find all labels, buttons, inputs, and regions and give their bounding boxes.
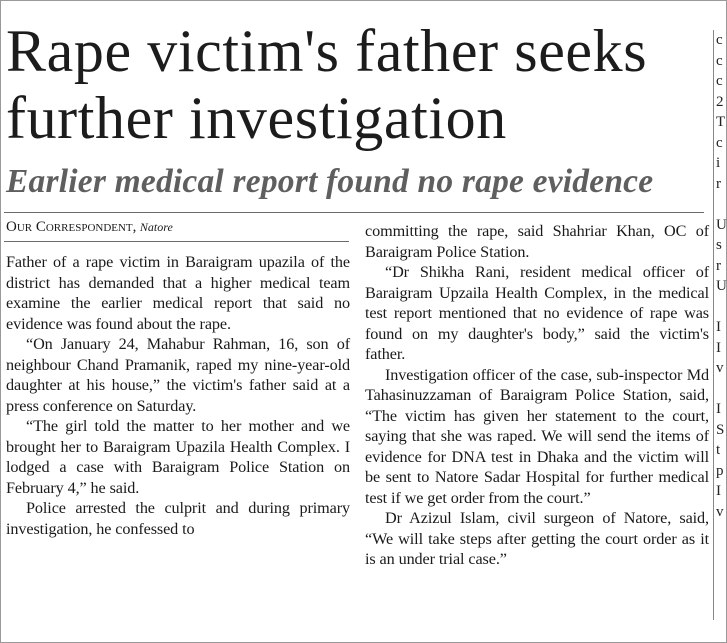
byline-place: Natore <box>139 220 173 234</box>
paragraph: Police arrested the culprit and during primary investigation, he confessed to <box>6 499 350 538</box>
column-divider <box>713 30 714 620</box>
edge-letter: U <box>716 278 727 294</box>
deck-subheadline: Earlier medical report found no rape evidence <box>6 163 654 200</box>
edge-letter: I <box>716 339 721 356</box>
edge-letter: T <box>716 114 726 130</box>
edge-letter: 2 <box>716 93 724 110</box>
deck-rule <box>4 212 704 213</box>
edge-letter <box>716 297 727 318</box>
edge-letter: s <box>716 237 722 253</box>
edge-letter: I <box>716 483 721 499</box>
paragraph: “The girl told the matter to her mother and we brought her to Baraigram Upazila Health Complex. I lodged a case with Baraigram Police Station on February 4,” he said. <box>6 417 350 497</box>
edge-letter: I <box>716 319 721 335</box>
paragraph: “Dr Shikha Rani, resident medical officer of Baraigram Upzaila Health Complex, in the medical test report mentioned that no evidence of rape was found on my daughter's body,” said the victim's father. <box>365 263 709 363</box>
paragraph: “On January 24, Mahabur Rahman, 16, son of neighbour Chand Pramanik, raped my nine-year-old daughter at his house,” the victim's father said at a press conference on Saturday. <box>6 335 350 415</box>
byline-rule <box>4 241 349 242</box>
paragraph: committing the rape, said Shahriar Khan, OC of Baraigram Police Station. <box>365 222 709 261</box>
edge-letter: t <box>716 442 721 458</box>
edge-letter: v <box>716 360 724 376</box>
edge-letter: U <box>716 216 727 233</box>
edge-letter: i <box>716 155 721 171</box>
edge-letter: c <box>716 52 723 69</box>
edge-letter: c <box>716 134 723 151</box>
edge-letter: c <box>716 32 723 48</box>
body-column-1 <box>6 252 350 539</box>
paragraph: Father of a rape victim in Baraigram upazila of the district has demanded that a higher medical team examine the earlier medical report that said no evidence was found about the rape. <box>6 253 350 333</box>
byline <box>6 218 351 237</box>
edge-letter: c <box>716 73 723 89</box>
edge-letter: r <box>716 175 721 192</box>
adjacent-article-edge <box>716 30 727 630</box>
byline-name: Our Correspondent, <box>6 219 137 235</box>
paragraph: Investigation officer of the case, sub-inspector Md Tahasinuzzaman of Baraigram Police Station, said, “The victim has given her statement to the court, saying that she was raped. We will send the items of evidence for DNA test in Dhaka and the victim will be sent to Natore Sadar Hospital for further medical test if we get order from the court.” <box>365 365 709 507</box>
edge-letter: I <box>716 401 721 417</box>
body-column-2 <box>365 221 709 570</box>
edge-letter <box>716 379 727 400</box>
headline: Rape victim's father seeks further investigation <box>6 18 648 151</box>
edge-letter: p <box>716 462 724 479</box>
paragraph: Dr Azizul Islam, civil surgeon of Natore, said, “We will take steps after getting the court order as it is an under trial case.” <box>365 509 709 568</box>
edge-letter: r <box>716 257 721 274</box>
edge-letter: S <box>716 421 725 438</box>
edge-letter <box>716 194 727 215</box>
edge-letter: v <box>716 503 724 520</box>
